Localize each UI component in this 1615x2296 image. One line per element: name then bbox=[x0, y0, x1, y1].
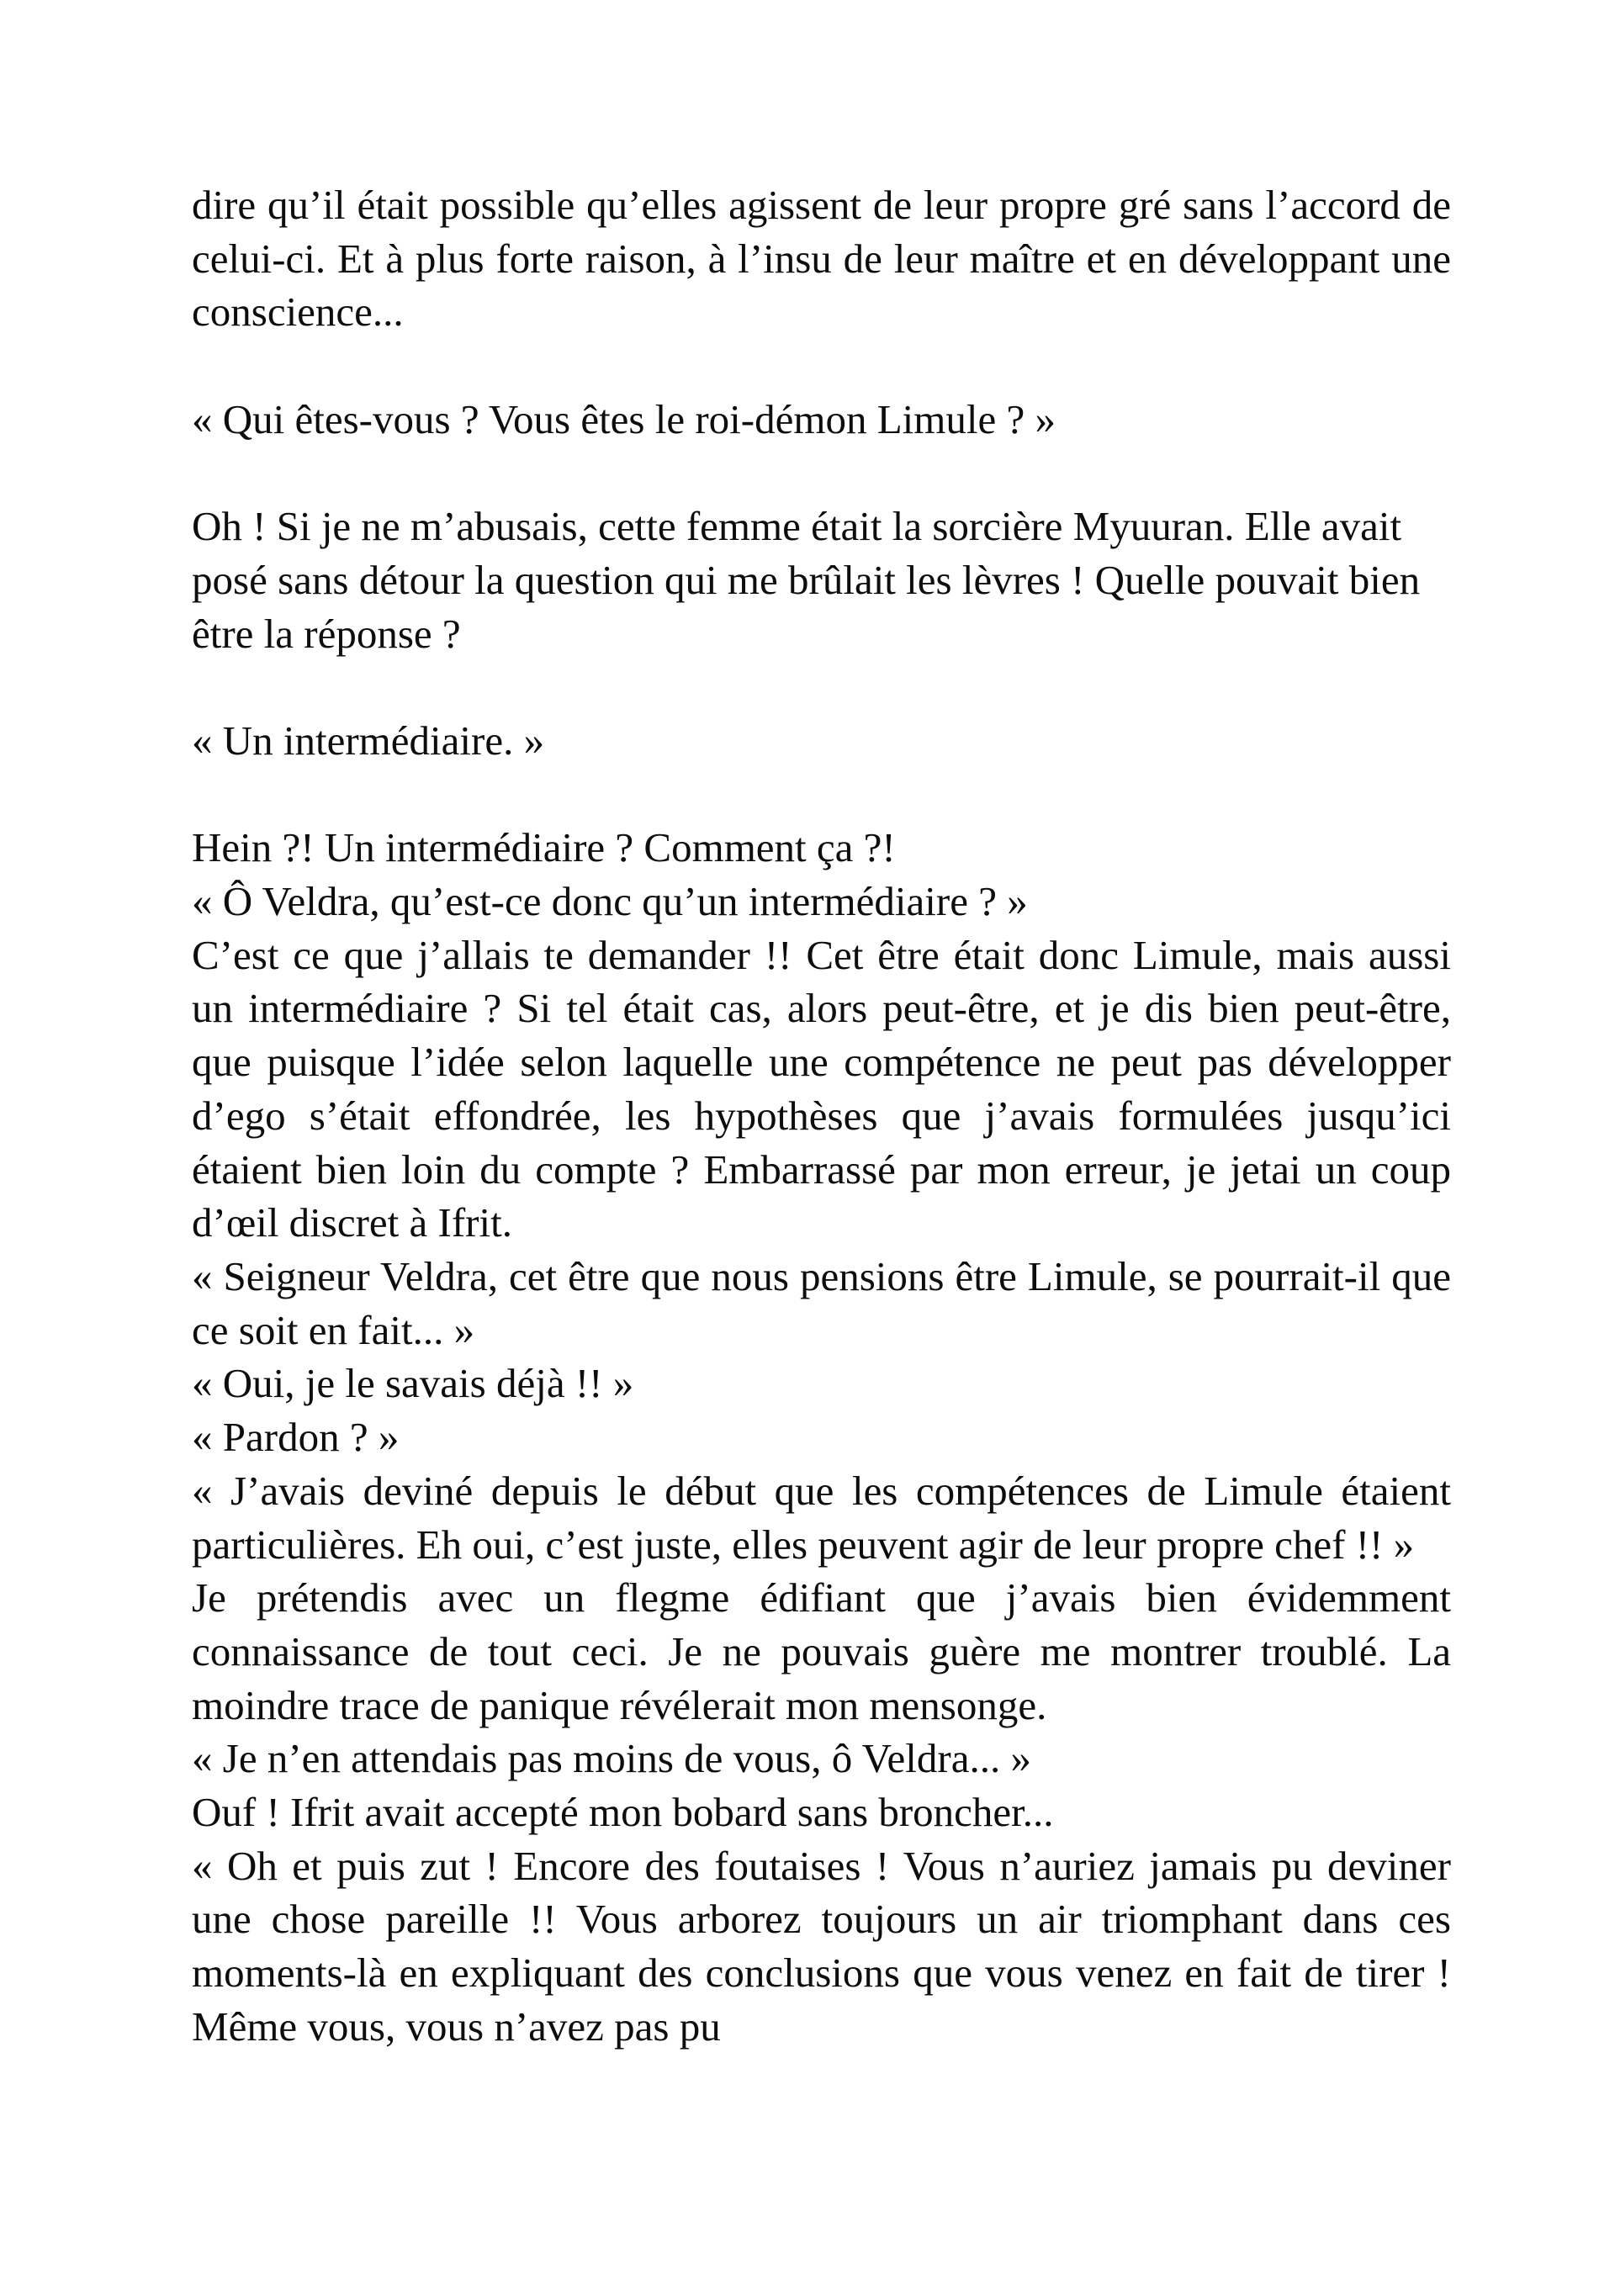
paragraph-myuuran: Oh ! Si je ne m’abusais, cette femme était la sorcière Myuuran. Elle avait posé sans détour la question qui me brûlait les lèvres ! Quelle pouvait bien être la réponse ? bbox=[192, 503, 1421, 657]
paragraph-relief: Ouf ! Ifrit avait accepté mon bobard sans broncher... bbox=[192, 1789, 1054, 1836]
paragraph-gap bbox=[192, 339, 1451, 393]
dialogue-veldra-explanation: « J’avais deviné depuis le début que les compétences de Limule étaient particulières. Eh oui, c’est juste, elles peuvent agir de leur propre chef !! » bbox=[192, 1467, 1451, 1568]
book-page-text bbox=[192, 178, 1451, 2054]
dialogue-veldra-knew: « Oui, je le savais déjà !! » bbox=[192, 1360, 634, 1407]
dialogue-ifrit-pardon: « Pardon ? » bbox=[192, 1414, 400, 1461]
dialogue-myuuran-question: « Qui êtes-vous ? Vous êtes le roi-démon Limule ? » bbox=[192, 395, 1056, 442]
dialogue-ifrit-question: « Ô Veldra, qu’est-ce donc qu’un intermédiaire ? » bbox=[192, 878, 1028, 925]
dialogue-ifrit-praise: « Je n’en attendais pas moins de vous, ô Veldra... » bbox=[192, 1735, 1031, 1782]
paragraph-gap bbox=[192, 768, 1451, 822]
paragraph-gap bbox=[192, 447, 1451, 500]
dialogue-intermediary: « Un intermédiaire. » bbox=[192, 717, 545, 764]
paragraph-hein: Hein ?! Un intermédiaire ? Comment ça ?! bbox=[192, 824, 896, 871]
paragraph-intro: dire qu’il était possible qu’elles agissent de leur propre gré sans l’accord de celui-ci. Et à plus forte raison, à l’insu de leur maître et en développant une conscience... bbox=[192, 182, 1451, 336]
dialogue-rebuke: « Oh et puis zut ! Encore des foutaises ! Vous n’auriez jamais pu deviner une chose pareille !! Vous arborez toujours un air triomphant dans ces moments-là en expliquant des conclusions que vous venez en fait de tirer ! Même vous, vous n’avez pas pu bbox=[192, 1842, 1451, 2050]
dialogue-ifrit-seigneur: « Seigneur Veldra, cet être que nous pensions être Limule, se pourrait-il que ce soit en fait... » bbox=[192, 1253, 1451, 1353]
paragraph-veldra-thoughts: C’est ce que j’allais te demander !! Cet être était donc Limule, mais aussi un intermédiaire ? Si tel était cas, alors peut-être, et je dis bien peut-être, que puisque l’idée selon laquelle une compétence ne peut pas développer d’ego s’était effondrée, les hypothèses que j’avais formulées jusqu’ici étaient bien loin du compte ? Embarrassé par mon erreur, je jetai un coup d’œil discret à Ifrit. bbox=[192, 931, 1451, 1246]
paragraph-pretense: Je prétendis avec un flegme édifiant que j’avais bien évidemment connaissance de tout ceci. Je ne pouvais guère me montrer troublé. La moindre trace de panique révélerait mon mensonge. bbox=[192, 1574, 1451, 1728]
paragraph-gap bbox=[192, 660, 1451, 714]
